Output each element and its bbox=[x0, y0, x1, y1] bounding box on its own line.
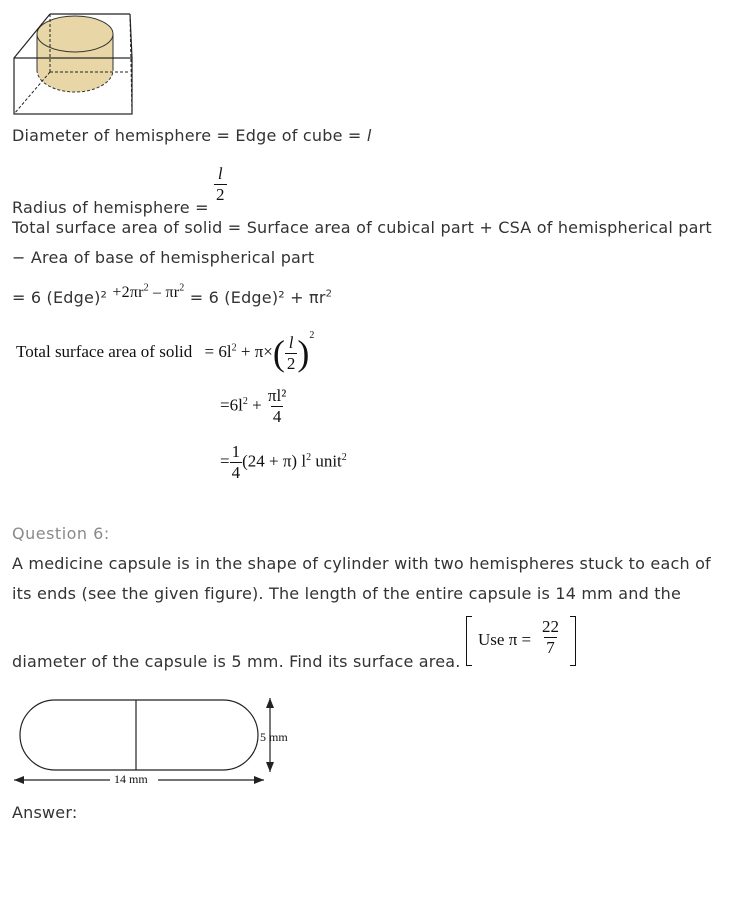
diameter-line: Diameter of hemisphere = Edge of cube = l bbox=[12, 126, 372, 145]
use-pi-note: Use π = $\frac{22}{7}$ bbox=[466, 616, 576, 666]
edge-equation: = 6 (Edge)² $+2\pi r^2 - \pi r^2 = 6$ (Edge)² + $\pi r^2$ bbox=[12, 282, 333, 307]
question-text-2: its ends (see the given figure). The length of the entire capsule is 14 mm and the bbox=[12, 584, 682, 603]
radius-fraction: $\frac{l}{2}$ bbox=[215, 164, 225, 204]
capsule-length-label: 14 mm bbox=[114, 772, 148, 786]
capsule-height-label: 5 mm bbox=[260, 730, 288, 744]
tsa-step-2: $=6l^2$ + $\frac{\text{πl²}}{4}$ bbox=[220, 386, 287, 426]
pi-l2-over-4-fraction: $\frac{\text{πl²}}{4}$ bbox=[267, 386, 287, 426]
question-text-1: A medicine capsule is in the shape of cylinder with two hemispheres stuck to each of bbox=[12, 554, 711, 573]
l-over-2-fraction: $\frac{l}{2}$ bbox=[286, 332, 296, 373]
capsule-figure bbox=[12, 694, 302, 788]
question-text-3: diameter of the capsule is 5 mm. Find its surface area. bbox=[12, 652, 461, 671]
tsa-statement-line-1: Total surface area of solid = Surface area of cubical part + CSA of hemispherical part bbox=[12, 218, 712, 237]
tsa-formula: Total surface area of solid = $6l^2 + \pi\times$( $\frac{l}{2}$ )$^2$ bbox=[16, 330, 315, 373]
tsa-step-3: = $\frac{1}{4}$ (24 + π) $l^2$ unit$^2$ bbox=[220, 442, 347, 482]
tsa-statement-line-2: − Area of base of hemispherical part bbox=[12, 248, 315, 267]
22-over-7-fraction: $\frac{22}{7}$ bbox=[542, 617, 559, 657]
one-quarter-fraction: $\frac{1}{4}$ bbox=[231, 442, 241, 482]
answer-label: Answer: bbox=[12, 803, 78, 822]
radius-line: Radius of hemisphere = $\frac{l}{2}$ bbox=[12, 164, 225, 217]
cube-hemisphere-figure bbox=[12, 12, 136, 116]
question-heading: Question 6: bbox=[12, 524, 110, 543]
